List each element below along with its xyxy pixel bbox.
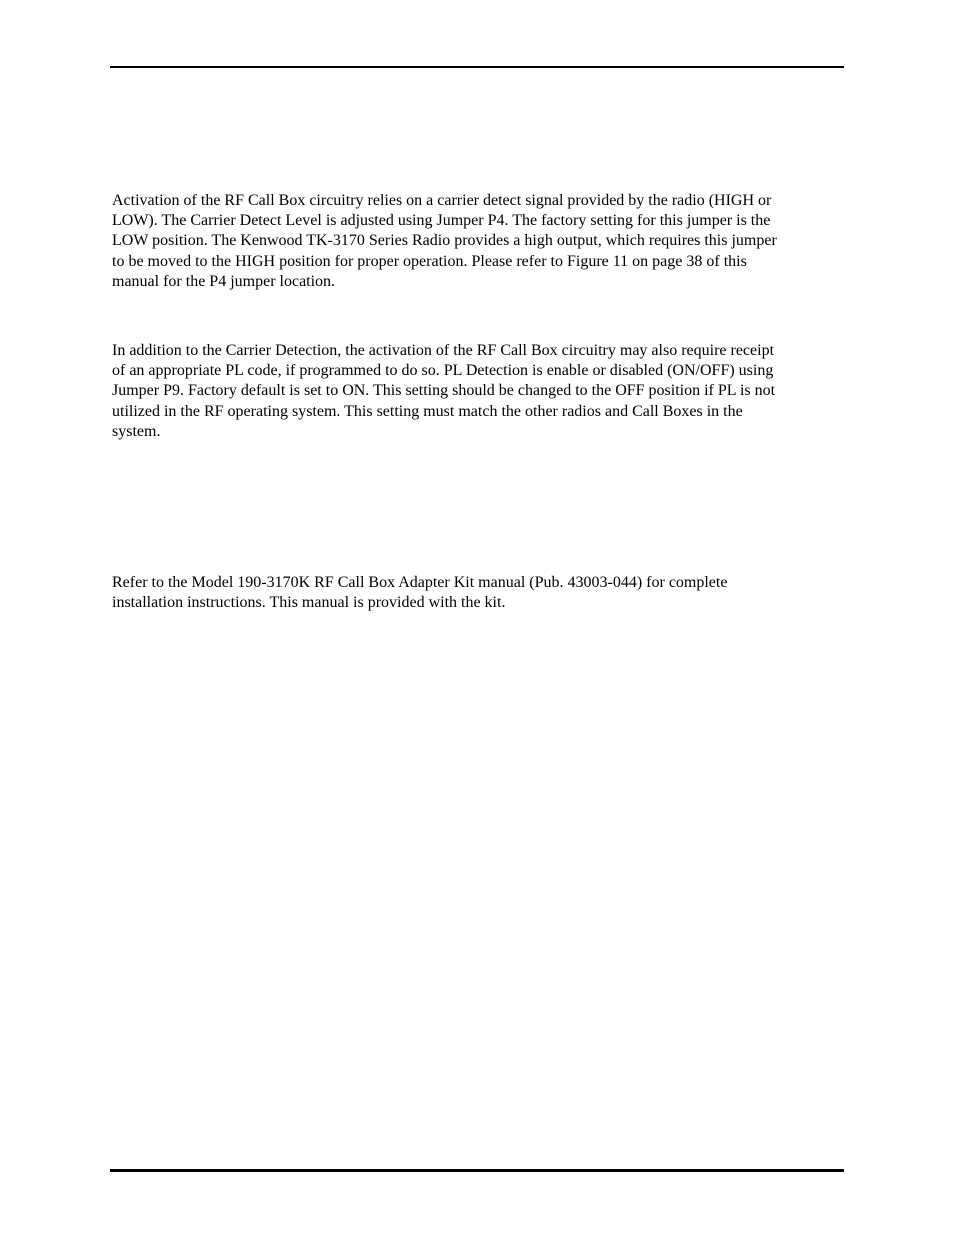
text-line: Refer to the Model 190-3170K RF Call Box Adapter Kit manual (Pub. 43003-044) for complete [112,574,728,591]
text-line: system. [112,422,161,440]
footer-rule [110,1169,844,1172]
text-line: LOW position. The Kenwood TK-3170 Series Radio provides a high output, which requires this jumper [112,232,777,250]
paragraph-pl-detection [112,341,852,442]
text-line: LOW). The Carrier Detect Level is adjusted using Jumper P4. The factory setting for this jumper is the [112,212,771,230]
text-line: Activation of the RF Call Box circuitry relies on a carrier detect signal provided by the radio (HIGH or [112,192,772,209]
text-line: manual for the P4 jumper location. [112,272,336,290]
header-rule [110,66,844,68]
text-line: installation instructions. This manual is provided with the kit. [112,594,506,612]
text-line: utilized in the RF operating system. This setting must match the other radios and Call Boxes in the [112,402,743,420]
text-line: to be moved to the HIGH position for proper operation. Please refer to Figure 11 on page 38 of this [112,252,747,270]
text-line: Jumper P9. Factory default is set to ON. This setting should be changed to the OFF position if PL is not [112,382,776,400]
text-line: In addition to the Carrier Detection, the activation of the RF Call Box circuitry may also require receipt [112,342,775,359]
paragraph-carrier-detect [112,191,852,292]
text-line: of an appropriate PL code, if programmed to do so. PL Detection is enable or disabled (ON/OFF) using [112,362,774,380]
paragraph-adapter-kit [112,573,852,613]
